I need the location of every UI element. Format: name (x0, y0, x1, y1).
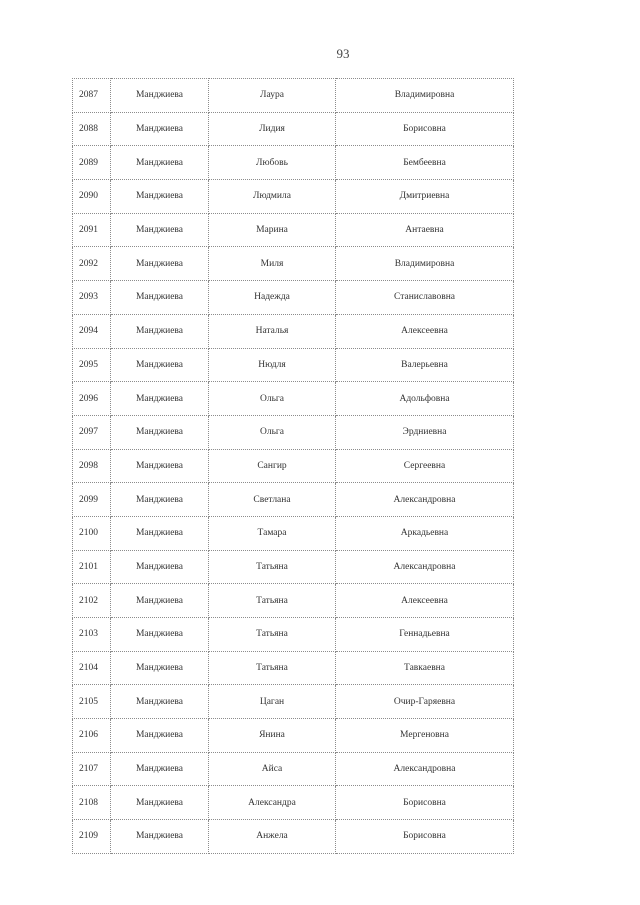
patronymic-cell: Геннадьевна (336, 618, 514, 652)
row-number-cell: 2098 (73, 449, 111, 483)
surname-cell: Манджиева (111, 786, 209, 820)
table-row (73, 382, 514, 416)
table-row (73, 213, 514, 247)
surname-cell: Манджиева (111, 820, 209, 854)
first-name-cell: Надежда (209, 281, 336, 315)
table-row (73, 651, 514, 685)
surname-cell: Манджиева (111, 348, 209, 382)
patronymic-cell: Мергеновна (336, 719, 514, 753)
row-number-cell: 2106 (73, 719, 111, 753)
row-number-cell: 2090 (73, 180, 111, 214)
page-number: 93 (336, 46, 350, 61)
row-number-cell: 2089 (73, 146, 111, 180)
table-row (73, 584, 514, 618)
table-row (73, 685, 514, 719)
row-number-cell: 2096 (73, 382, 111, 416)
surname-cell: Манджиева (111, 752, 209, 786)
surname-cell: Манджиева (111, 146, 209, 180)
first-name-cell: Цаган (209, 685, 336, 719)
row-number-cell: 2099 (73, 483, 111, 517)
table-row (73, 247, 514, 281)
table-row (73, 180, 514, 214)
name-table-body (73, 79, 514, 854)
table-row (73, 618, 514, 652)
surname-cell: Манджиева (111, 618, 209, 652)
patronymic-cell: Сергеевна (336, 449, 514, 483)
row-number-cell: 2109 (73, 820, 111, 854)
table-row (73, 146, 514, 180)
first-name-cell: Марина (209, 213, 336, 247)
table-row (73, 550, 514, 584)
first-name-cell: Татьяна (209, 651, 336, 685)
patronymic-cell: Эрдниевна (336, 415, 514, 449)
patronymic-cell: Александровна (336, 550, 514, 584)
surname-cell: Манджиева (111, 516, 209, 550)
patronymic-cell: Дмитриевна (336, 180, 514, 214)
row-number-cell: 2100 (73, 516, 111, 550)
table-row (73, 415, 514, 449)
patronymic-cell: Владимировна (336, 79, 514, 113)
table-row (73, 348, 514, 382)
first-name-cell: Янина (209, 719, 336, 753)
first-name-cell: Любовь (209, 146, 336, 180)
first-name-cell: Татьяна (209, 618, 336, 652)
surname-cell: Манджиева (111, 314, 209, 348)
row-number-cell: 2097 (73, 415, 111, 449)
row-number-cell: 2092 (73, 247, 111, 281)
first-name-cell: Ольга (209, 415, 336, 449)
first-name-cell: Лаура (209, 79, 336, 113)
row-number-cell: 2101 (73, 550, 111, 584)
row-number-cell: 2091 (73, 213, 111, 247)
table-row (73, 719, 514, 753)
surname-cell: Манджиева (111, 112, 209, 146)
surname-cell: Манджиева (111, 247, 209, 281)
row-number-cell: 2094 (73, 314, 111, 348)
table-row (73, 314, 514, 348)
first-name-cell: Татьяна (209, 584, 336, 618)
row-number-cell: 2107 (73, 752, 111, 786)
patronymic-cell: Борисовна (336, 112, 514, 146)
patronymic-cell: Алексеевна (336, 314, 514, 348)
patronymic-cell: Валерьевна (336, 348, 514, 382)
patronymic-cell: Аркадьевна (336, 516, 514, 550)
row-number-cell: 2093 (73, 281, 111, 315)
row-number-cell: 2095 (73, 348, 111, 382)
surname-cell: Манджиева (111, 281, 209, 315)
row-number-cell: 2087 (73, 79, 111, 113)
patronymic-cell: Бембеевна (336, 146, 514, 180)
surname-cell: Манджиева (111, 79, 209, 113)
surname-cell: Манджиева (111, 449, 209, 483)
patronymic-cell: Алексеевна (336, 584, 514, 618)
row-number-cell: 2103 (73, 618, 111, 652)
surname-cell: Манджиева (111, 651, 209, 685)
table-row (73, 483, 514, 517)
table-row (73, 516, 514, 550)
table-row (73, 79, 514, 113)
surname-cell: Манджиева (111, 180, 209, 214)
table-row (73, 752, 514, 786)
first-name-cell: Ольга (209, 382, 336, 416)
name-table (72, 78, 514, 854)
table-row (73, 449, 514, 483)
first-name-cell: Лидия (209, 112, 336, 146)
table-row (73, 820, 514, 854)
surname-cell: Манджиева (111, 685, 209, 719)
first-name-cell: Тамара (209, 516, 336, 550)
surname-cell: Манджиева (111, 584, 209, 618)
first-name-cell: Светлана (209, 483, 336, 517)
patronymic-cell: Владимировна (336, 247, 514, 281)
table-row (73, 112, 514, 146)
row-number-cell: 2104 (73, 651, 111, 685)
surname-cell: Манджиева (111, 719, 209, 753)
first-name-cell: Александра (209, 786, 336, 820)
first-name-cell: Нюдля (209, 348, 336, 382)
row-number-cell: 2105 (73, 685, 111, 719)
first-name-cell: Миля (209, 247, 336, 281)
patronymic-cell: Борисовна (336, 820, 514, 854)
patronymic-cell: Александровна (336, 483, 514, 517)
table-row (73, 786, 514, 820)
first-name-cell: Айса (209, 752, 336, 786)
first-name-cell: Анжела (209, 820, 336, 854)
first-name-cell: Наталья (209, 314, 336, 348)
surname-cell: Манджиева (111, 382, 209, 416)
patronymic-cell: Александровна (336, 752, 514, 786)
patronymic-cell: Очир-Гаряевна (336, 685, 514, 719)
row-number-cell: 2102 (73, 584, 111, 618)
row-number-cell: 2088 (73, 112, 111, 146)
table-row (73, 281, 514, 315)
patronymic-cell: Станиславовна (336, 281, 514, 315)
patronymic-cell: Борисовна (336, 786, 514, 820)
surname-cell: Манджиева (111, 483, 209, 517)
first-name-cell: Татьяна (209, 550, 336, 584)
first-name-cell: Сангир (209, 449, 336, 483)
patronymic-cell: Антаевна (336, 213, 514, 247)
patronymic-cell: Тавкаевна (336, 651, 514, 685)
surname-cell: Манджиева (111, 550, 209, 584)
row-number-cell: 2108 (73, 786, 111, 820)
first-name-cell: Людмила (209, 180, 336, 214)
surname-cell: Манджиева (111, 213, 209, 247)
surname-cell: Манджиева (111, 415, 209, 449)
patronymic-cell: Адольфовна (336, 382, 514, 416)
